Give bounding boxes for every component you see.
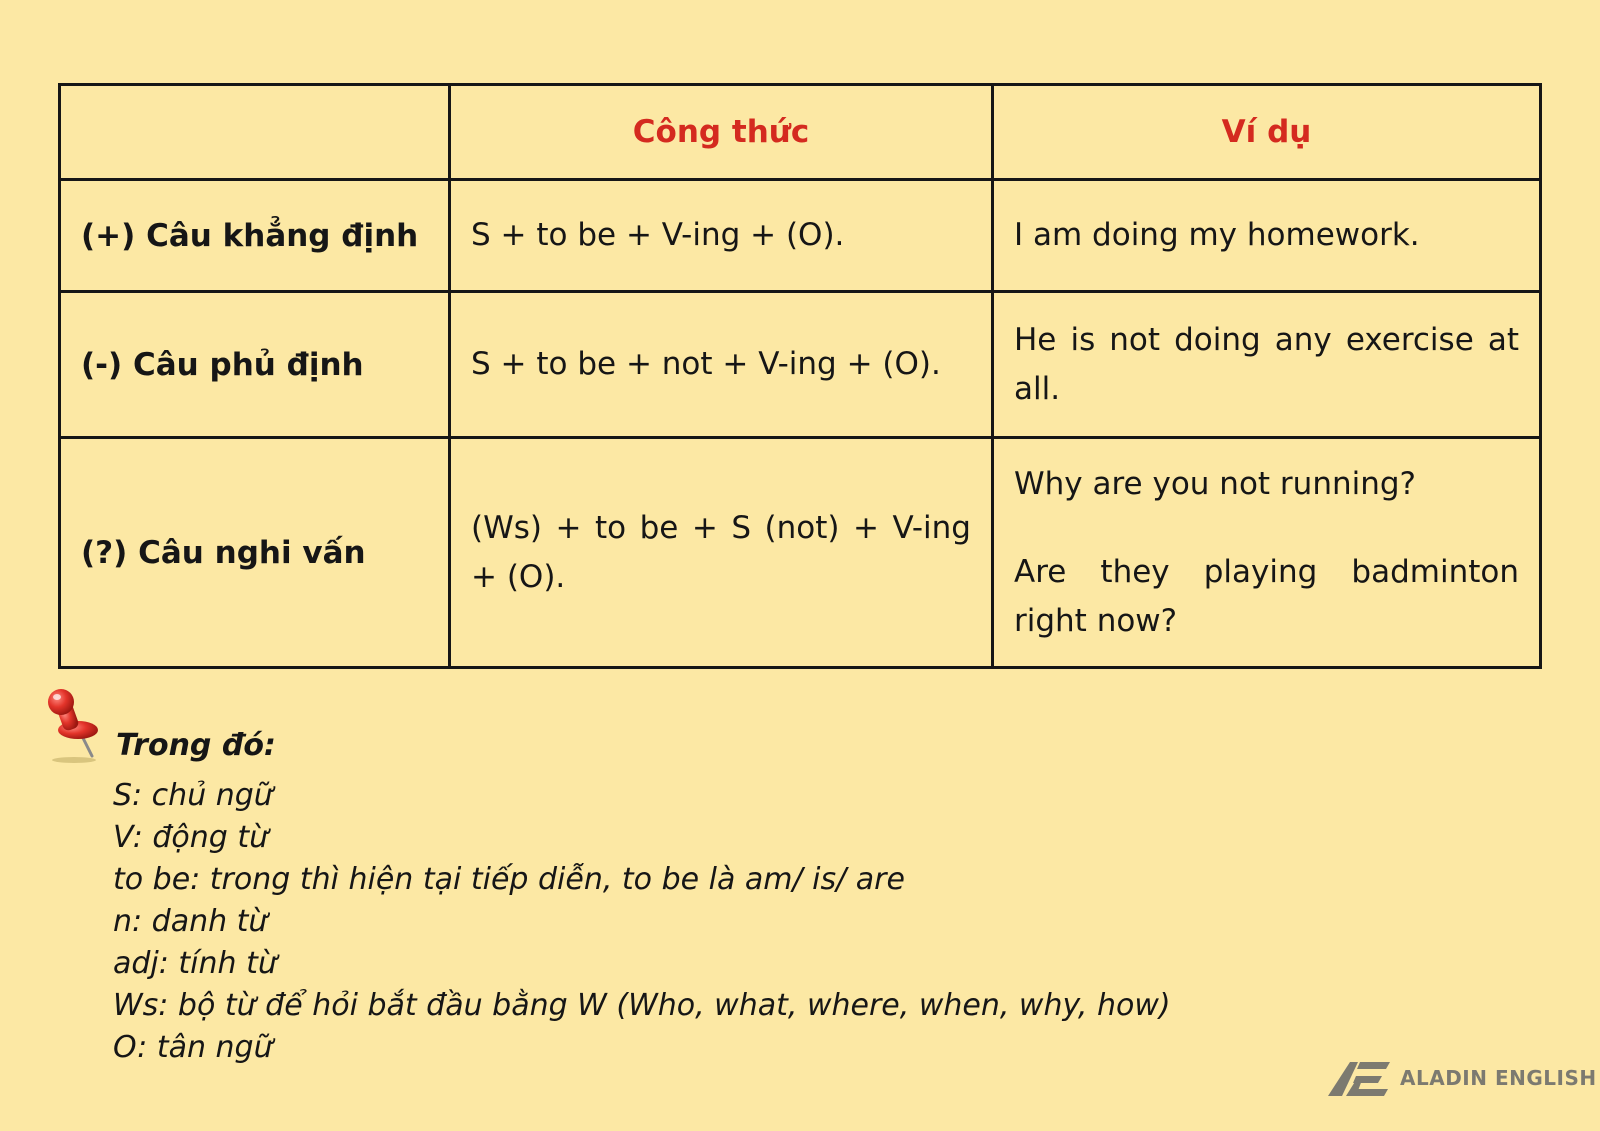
example-text: He is not doing any exercise at all. (1014, 322, 1519, 407)
note-item: to be: trong thì hiện tại tiếp diễn, to be là am/ is/ are (113, 862, 905, 897)
brand-logo (1326, 1058, 1597, 1098)
example-text: Why are you not running? (1014, 466, 1417, 503)
example-cell (993, 438, 1541, 668)
notes-title: Trong đó: (116, 728, 276, 763)
note-item: n: danh từ (113, 904, 268, 939)
formula-cell: S + to be + V-ing + (O). (450, 180, 993, 292)
note-item: O: tân ngữ (113, 1030, 273, 1065)
example-text: Are they playing badminton right now? (1014, 554, 1519, 639)
example-cell (993, 180, 1541, 292)
note-item: V: động từ (113, 820, 269, 855)
header-formula: Công thức (450, 85, 993, 180)
header-example: Ví dụ (993, 85, 1541, 180)
table-row-negative (60, 292, 1541, 438)
table-row-affirmative (60, 180, 1541, 292)
example-cell (993, 292, 1541, 438)
brand-name: ALADIN ENGLISH (1400, 1066, 1597, 1090)
note-item: adj: tính từ (113, 946, 277, 981)
formula-cell: S + to be + not + V-ing + (O). (450, 292, 993, 438)
row-label: (+) Câu khẳng định (60, 180, 450, 292)
example-text: I am doing my homework. (1014, 217, 1420, 254)
header-empty (60, 85, 450, 180)
row-label: (?) Câu nghi vấn (60, 438, 450, 668)
note-item: S: chủ ngữ (113, 778, 273, 813)
grammar-table (58, 83, 1542, 669)
table-row-question (60, 438, 1541, 668)
row-label: (-) Câu phủ định (60, 292, 450, 438)
formula-cell: (Ws) + to be + S (not) + V-ing + (O). (450, 438, 993, 668)
table-header-row (60, 85, 1541, 180)
ae-logo-icon (1326, 1058, 1390, 1098)
notes-list (113, 775, 1171, 1069)
pushpin-icon (44, 688, 104, 768)
note-item: Ws: bộ từ để hỏi bắt đầu bằng W (Who, what, where, when, why, how) (113, 988, 1171, 1023)
